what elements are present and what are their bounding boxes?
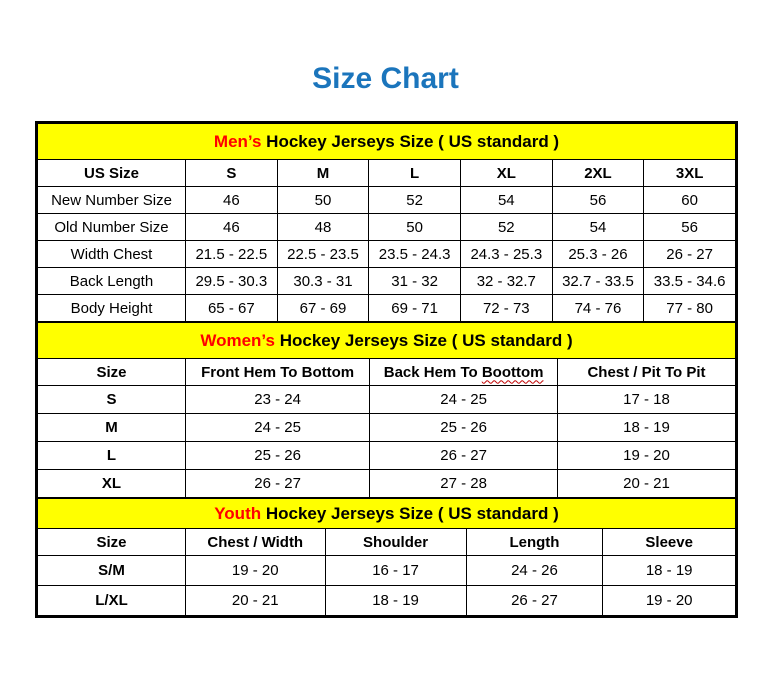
column-header: Size bbox=[38, 529, 186, 556]
size-value: 18 - 19 bbox=[557, 414, 735, 442]
size-value: 32 - 32.7 bbox=[460, 268, 552, 295]
size-value: 50 bbox=[277, 187, 369, 214]
size-value: 31 - 32 bbox=[369, 268, 461, 295]
size-value: 26 - 27 bbox=[370, 442, 558, 470]
size-value: 72 - 73 bbox=[460, 295, 552, 322]
size-value: 16 - 17 bbox=[325, 556, 466, 586]
mens-band-accent: Men’s bbox=[213, 131, 262, 151]
size-value: 32.7 - 33.5 bbox=[552, 268, 644, 295]
size-value: 46 bbox=[186, 214, 278, 241]
size-value: 24 - 25 bbox=[185, 414, 369, 442]
womens-band-accent: Women’s bbox=[200, 330, 275, 350]
size-value: 56 bbox=[644, 214, 736, 241]
misspelled-word: Boottom bbox=[481, 363, 544, 381]
size-value: 52 bbox=[369, 187, 461, 214]
womens-section-title bbox=[38, 323, 736, 359]
size-value: 17 - 18 bbox=[557, 386, 735, 414]
size-value: 74 - 76 bbox=[552, 295, 644, 322]
row-label: S bbox=[38, 386, 186, 414]
size-value: 54 bbox=[552, 214, 644, 241]
youth-section-title bbox=[38, 499, 736, 529]
size-value: 30.3 - 31 bbox=[277, 268, 369, 295]
youth-band-accent: Youth bbox=[214, 503, 262, 523]
size-chart-tables bbox=[35, 121, 738, 618]
womens-header-row bbox=[38, 359, 736, 386]
size-value: 20 - 21 bbox=[185, 586, 325, 616]
column-header: 3XL bbox=[644, 160, 736, 187]
size-value: 22.5 - 23.5 bbox=[277, 241, 369, 268]
row-label: Old Number Size bbox=[38, 214, 186, 241]
column-header: Length bbox=[466, 529, 603, 556]
size-value: 18 - 19 bbox=[325, 586, 466, 616]
youth-band-text: Hockey Jerseys Size ( US standard ) bbox=[261, 503, 559, 523]
table-row bbox=[38, 442, 736, 470]
size-value: 48 bbox=[277, 214, 369, 241]
size-value: 56 bbox=[552, 187, 644, 214]
column-header: Size bbox=[38, 359, 186, 386]
column-header bbox=[370, 359, 558, 386]
size-value: 27 - 28 bbox=[370, 470, 558, 498]
size-value: 52 bbox=[460, 214, 552, 241]
column-header-text: Back Hem To bbox=[383, 363, 482, 381]
mens-band-text: Hockey Jerseys Size ( US standard ) bbox=[261, 131, 560, 151]
size-value: 33.5 - 34.6 bbox=[644, 268, 736, 295]
size-value: 69 - 71 bbox=[369, 295, 461, 322]
mens-section-title bbox=[38, 124, 736, 160]
row-label: Width Chest bbox=[38, 241, 186, 268]
row-label: S/M bbox=[38, 556, 186, 586]
table-row bbox=[38, 586, 736, 616]
mens-size-table bbox=[37, 123, 736, 322]
column-header: S bbox=[186, 160, 278, 187]
column-header: Chest / Width bbox=[185, 529, 325, 556]
size-value: 77 - 80 bbox=[644, 295, 736, 322]
size-value: 24.3 - 25.3 bbox=[460, 241, 552, 268]
size-value: 24 - 26 bbox=[466, 556, 603, 586]
table-row bbox=[38, 414, 736, 442]
youth-section-band bbox=[38, 499, 736, 529]
size-value: 26 - 27 bbox=[185, 470, 369, 498]
size-value: 18 - 19 bbox=[603, 556, 736, 586]
row-label: Back Length bbox=[38, 268, 186, 295]
size-value: 67 - 69 bbox=[277, 295, 369, 322]
row-label: L bbox=[38, 442, 186, 470]
youth-size-table bbox=[37, 498, 736, 616]
size-value: 54 bbox=[460, 187, 552, 214]
page-title: Size Chart bbox=[312, 62, 459, 95]
row-label: L/XL bbox=[38, 586, 186, 616]
column-header: Sleeve bbox=[603, 529, 736, 556]
table-row bbox=[38, 214, 736, 241]
row-label: M bbox=[38, 414, 186, 442]
column-header: M bbox=[277, 160, 369, 187]
size-value: 25.3 - 26 bbox=[552, 241, 644, 268]
size-value: 20 - 21 bbox=[557, 470, 735, 498]
size-value: 21.5 - 22.5 bbox=[186, 241, 278, 268]
size-value: 26 - 27 bbox=[644, 241, 736, 268]
column-header: Front Hem To Bottom bbox=[185, 359, 369, 386]
size-value: 25 - 26 bbox=[370, 414, 558, 442]
womens-section-band bbox=[38, 323, 736, 359]
size-value: 19 - 20 bbox=[185, 556, 325, 586]
size-value: 50 bbox=[369, 214, 461, 241]
table-row bbox=[38, 187, 736, 214]
row-label: New Number Size bbox=[38, 187, 186, 214]
womens-size-table bbox=[37, 322, 736, 498]
size-value: 19 - 20 bbox=[557, 442, 735, 470]
table-row bbox=[38, 386, 736, 414]
size-value: 23.5 - 24.3 bbox=[369, 241, 461, 268]
table-row bbox=[38, 470, 736, 498]
table-row bbox=[38, 295, 736, 322]
table-row bbox=[38, 241, 736, 268]
mens-header-row bbox=[38, 160, 736, 187]
youth-header-row bbox=[38, 529, 736, 556]
row-label: XL bbox=[38, 470, 186, 498]
size-value: 25 - 26 bbox=[185, 442, 369, 470]
womens-band-text: Hockey Jerseys Size ( US standard ) bbox=[274, 330, 573, 350]
size-value: 29.5 - 30.3 bbox=[186, 268, 278, 295]
column-header: Chest / Pit To Pit bbox=[557, 359, 735, 386]
column-header: Shoulder bbox=[325, 529, 466, 556]
size-value: 46 bbox=[186, 187, 278, 214]
row-label: Body Height bbox=[38, 295, 186, 322]
column-header: L bbox=[369, 160, 461, 187]
table-row bbox=[38, 556, 736, 586]
size-value: 26 - 27 bbox=[466, 586, 603, 616]
size-value: 23 - 24 bbox=[185, 386, 369, 414]
column-header: XL bbox=[460, 160, 552, 187]
column-header: US Size bbox=[38, 160, 186, 187]
size-value: 60 bbox=[644, 187, 736, 214]
mens-section-band bbox=[38, 124, 736, 160]
size-value: 65 - 67 bbox=[186, 295, 278, 322]
column-header: 2XL bbox=[552, 160, 644, 187]
table-row bbox=[38, 268, 736, 295]
size-value: 19 - 20 bbox=[603, 586, 736, 616]
size-value: 24 - 25 bbox=[370, 386, 558, 414]
